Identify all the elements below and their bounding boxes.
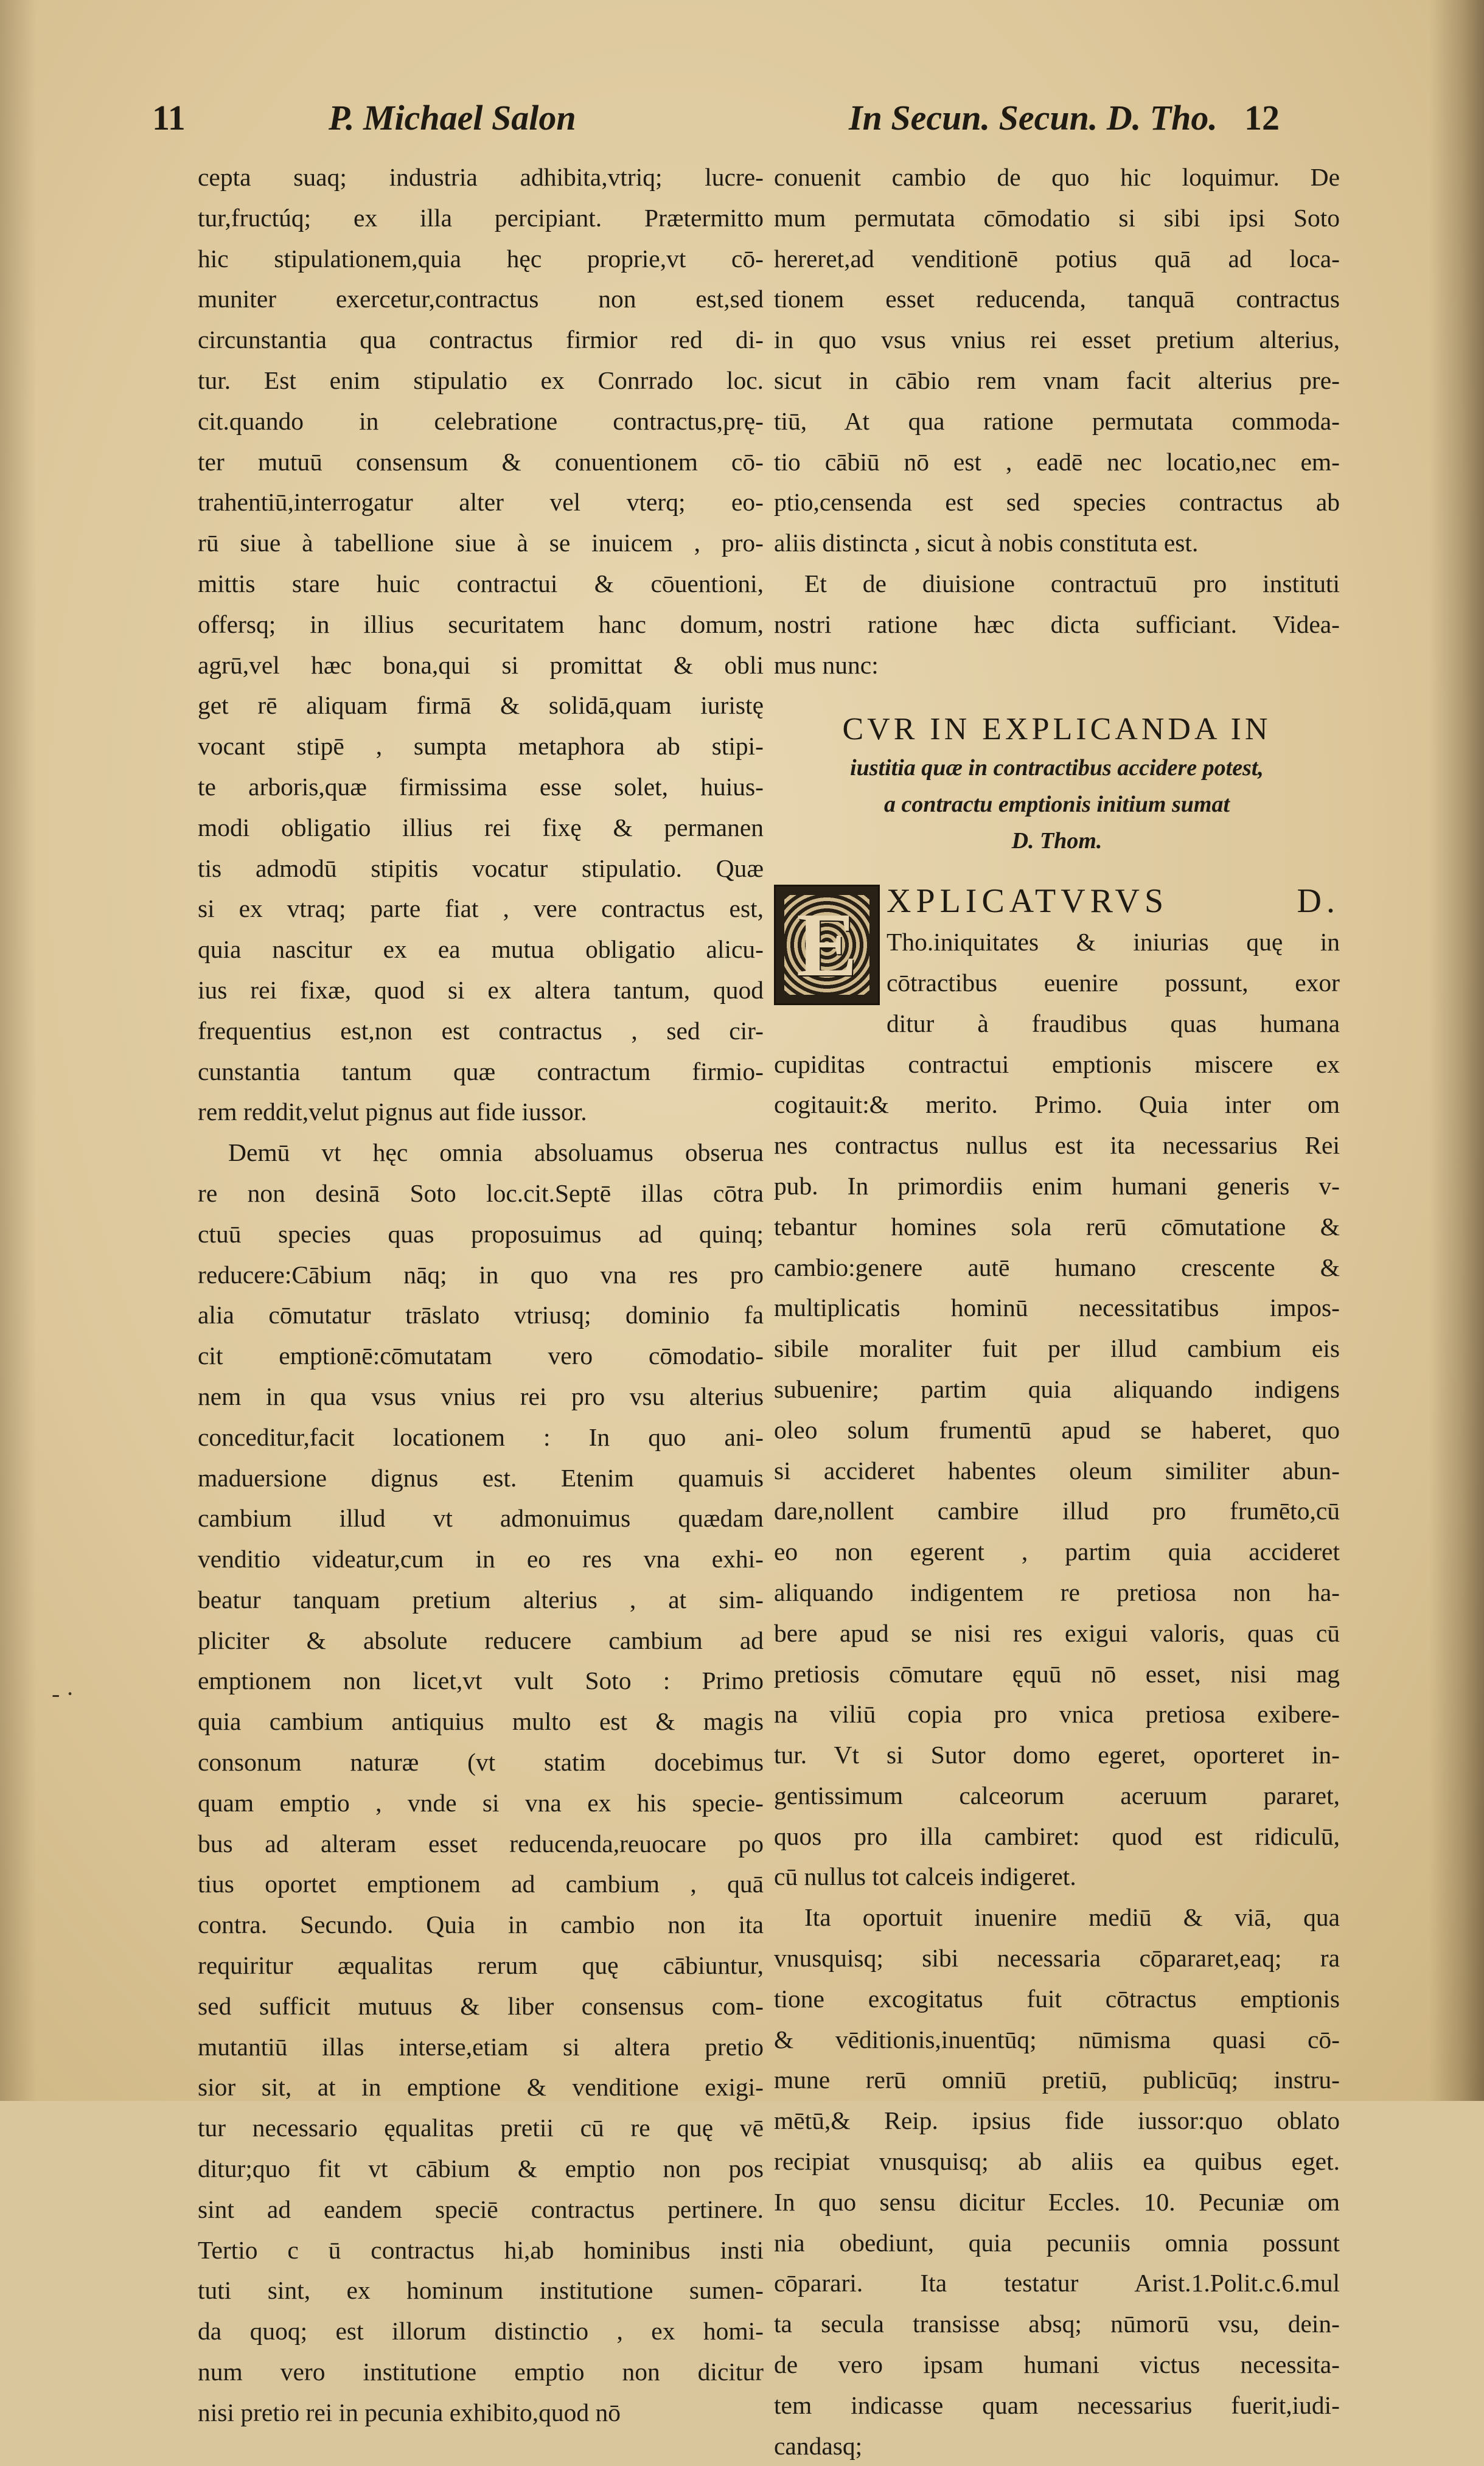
text-line: nem in qua vsus vnius rei pro vsu alterius	[198, 1382, 764, 1410]
text-line: candasq;	[774, 2431, 863, 2460]
text-line: maduersione dignus est. Etenim quamuis	[198, 1463, 764, 1492]
text-line: gentissimum calceorum aceruum pararet,	[774, 1781, 1340, 1809]
text-line: frequentius est,non est contractus , sed cir-	[198, 1016, 764, 1045]
text-line: quia cambium antiquius multo est & magis	[198, 1707, 764, 1736]
text-line: oleo solum frumentū apud se haberet, quo	[774, 1415, 1340, 1444]
left-running-title: P. Michael Salon	[329, 98, 576, 138]
text-line: tiū, At qua ratione permutata commoda-	[774, 406, 1340, 435]
opening-line: XPLICATVRVS D.	[887, 882, 1340, 921]
text-line: sint ad eandem speciē contractus pertinere.	[198, 2195, 764, 2223]
text-line: hereret,ad venditionē potius quā ad loca-	[774, 244, 1340, 273]
text-line: muniter exercetur,contractus non est,sed	[198, 285, 764, 313]
dropcap-line: ditur à fraudibus quas humana	[887, 1009, 1340, 1037]
text-line: tionem esset reducenda, tanquā contractus	[774, 285, 1340, 313]
text-line: in quo vsus vnius rei esset pretium alterius,	[774, 326, 1340, 354]
text-line: offersq; in illius securitatem hanc domum,	[198, 610, 764, 638]
text-line: subuenire; partim quia aliquando indigens	[774, 1374, 1340, 1403]
text-line: sibile moraliter fuit per illud cambium eis	[774, 1334, 1340, 1363]
text-line: Tertio c ū contractus hi,ab hominibus insti	[198, 2235, 764, 2264]
text-line: nostri ratione hæc dicta sufficiant. Videa-	[774, 610, 1340, 638]
section-subtitle-line: a contractu emptionis initium sumat	[883, 792, 1230, 818]
text-line: bere apud se nisi res exigui valoris, quas cū	[774, 1618, 1340, 1647]
text-line: cit.quando in celebratione contractus,prę-	[198, 406, 764, 435]
text-line: pretiosis cōmutare ęquū nō esset, nisi mag	[774, 1659, 1340, 1688]
section-subtitle-line: iustitia quæ in contractibus accidere potest,	[850, 755, 1264, 781]
right-running-title: In Secun. Secun. D. Tho.	[849, 98, 1218, 138]
text-line: rū siue à tabellione siue à se inuicem , pro-	[198, 529, 764, 557]
text-line: vnusquisq; sibi necessaria cōpararet,eaq; ra	[774, 1944, 1340, 1973]
text-line: nisi pretio rei in pecunia exhibito,quod nō	[198, 2398, 621, 2426]
text-line: tur,fructúq; ex illa percipiant. Prætermitto	[198, 203, 764, 232]
text-line: tius oportet emptionem ad cambium , quā	[198, 1870, 764, 1898]
text-line: tur necessario ęqualitas pretii cū re quę vē	[198, 2114, 764, 2142]
text-line: trahentiū,interrogatur alter vel vterq; eo-	[198, 488, 764, 517]
text-line: ptio,censenda est sed species contractus ab	[774, 488, 1340, 517]
page-gutter-shadow	[1429, 0, 1484, 2101]
text-line: nia obediunt, quia pecuniis omnia possunt	[774, 2228, 1340, 2257]
text-line: cupiditas contractui emptionis miscere ex	[774, 1050, 1340, 1078]
text-line: si ex vtraq; parte fiat , vere contractus est,	[198, 894, 764, 923]
section-subtitle-line: D. Thom.	[1011, 828, 1103, 854]
text-line: In quo sensu dicitur Eccles. 10. Pecuniæ om	[774, 2187, 1340, 2216]
text-line: mutantiū illas interse,etiam si altera pretio	[198, 2032, 764, 2061]
text-line: cunstantia tantum quæ contractum firmio-	[198, 1057, 764, 1085]
text-line: get rē aliquam firmā & solidā,quam iuristę	[198, 691, 764, 720]
text-line: cambium illud vt admonuimus quædam	[198, 1504, 764, 1533]
ornamental-initial-letter: E	[796, 894, 858, 996]
text-line: mum permutata cōmodatio si sibi ipsi Soto	[774, 203, 1340, 232]
text-line: vocant stipē , sumpta metaphora ab stipi-	[198, 732, 764, 761]
text-line: tur. Est enim stipulatio ex Conrrado loc.	[198, 366, 764, 394]
dropcap-line: cōtractibus euenire possunt, exor	[887, 968, 1340, 997]
text-line: num vero institutione emptio non dicitur	[198, 2358, 764, 2386]
text-line: tio cābiū nō est , eadē nec locatio,nec em-	[774, 447, 1340, 476]
left-page-number: 11	[152, 98, 186, 138]
text-line: tis admodū stipitis vocatur stipulatio. Quæ	[198, 854, 764, 882]
text-line: rem reddit,velut pignus aut fide iussor.	[198, 1098, 587, 1126]
right-column-body	[774, 1044, 1340, 2466]
text-line: ta secula transisse absq; nūmorū vsu, dein-	[774, 2310, 1340, 2338]
text-line: Ita oportuit inuenire mediū & viā, qua	[804, 1903, 1340, 1932]
text-line: Et de diuisione contractuū pro instituti	[804, 569, 1340, 597]
text-line: mus nunc:	[774, 650, 879, 679]
text-line: aliquando indigentem re pretiosa non ha-	[774, 1578, 1340, 1606]
section-heading: CVR IN EXPLICANDA IN	[842, 712, 1272, 747]
text-line: quia nascitur ex ea mutua obligatio alicu-	[198, 935, 764, 964]
text-line: Demū vt hęc omnia absoluamus obserua	[228, 1138, 764, 1167]
text-line: nes contractus nullus est ita necessarius Rei	[774, 1131, 1340, 1160]
text-line: alia cōmutatur trāslato vtriusq; dominio fa	[198, 1301, 764, 1329]
text-line: da quoq; est illorum distinctio , ex homi-	[198, 2317, 764, 2346]
text-line: tuti sint, ex hominum institutione sumen-	[198, 2276, 764, 2305]
text-line: cepta suaq; industria adhibita,vtriq; lucre-	[198, 163, 764, 191]
text-line: sior sit, at in emptione & venditione exigi-	[198, 2073, 764, 2102]
text-line: dare,nollent cambire illud pro frumēto,cū	[774, 1497, 1340, 1525]
text-line: tem indicasse quam necessarius fuerit,iudi-	[774, 2391, 1340, 2419]
text-line: modi obligatio illius rei fixę & permanen	[198, 813, 764, 841]
text-line: aliis distincta , sicut à nobis constituta est.	[774, 529, 1199, 557]
text-line: sicut in cābio rem vnam facit alterius pre-	[774, 366, 1340, 394]
page-edge-shadow-left	[0, 0, 37, 2101]
text-line: ctuū species quas proposuimus ad quinq;	[198, 1219, 764, 1248]
text-line: reducere:Cābium nāq; in quo vna res pro	[198, 1260, 764, 1289]
text-line: conuenit cambio de quo hic loquimur. De	[774, 163, 1340, 191]
text-line: te arboris,quæ firmissima esse solet, huius-	[198, 772, 764, 801]
right-page-number: 12	[1244, 98, 1280, 138]
text-line: eo non egerent , partim quia accideret	[774, 1538, 1340, 1566]
text-line: si accideret habentes oleum similiter abun-	[774, 1456, 1340, 1485]
text-line: cōparari. Ita testatur Arist.1.Polit.c.6.mul	[774, 2269, 1340, 2297]
text-line: emptionem non licet,vt vult Soto : Primo	[198, 1667, 764, 1695]
right-column-top-paragraphs	[774, 157, 1340, 685]
text-line: requiritur æqualitas rerum quę cābiuntur,	[198, 1951, 764, 1980]
text-line: conceditur,facit locationem : In quo ani-	[198, 1423, 764, 1451]
margin-mark: - ·	[52, 1680, 74, 1707]
dropcap-line: Tho.iniquitates & iniurias quę in	[887, 928, 1340, 956]
text-line: ius rei fixæ, quod si ex altera tantum, quod	[198, 975, 764, 1004]
text-line: cit emptionē:cōmutatam vero cōmodatio-	[198, 1342, 764, 1370]
text-line: quos pro illa cambiret: quod est ridiculū,	[774, 1822, 1340, 1850]
running-header	[0, 97, 1484, 146]
text-line: circunstantia qua contractus firmior red di-	[198, 326, 764, 354]
text-line: pub. In primordiis enim humani generis v-	[774, 1171, 1340, 1200]
text-line: beatur tanquam pretium alterius , at sim-	[198, 1585, 764, 1614]
text-line: contra. Secundo. Quia in cambio non ita	[198, 1910, 764, 1939]
right-text-column	[774, 157, 1340, 2466]
text-line: ter mutuū consensum & conuentionem cō-	[198, 447, 764, 476]
text-line: cambio:genere autē humano crescente &	[774, 1253, 1340, 1281]
text-line: sed sufficit mutuus & liber consensus com-	[198, 1991, 764, 2020]
text-line: mittis stare huic contractui & cōuentioni,	[198, 569, 764, 597]
left-text-column	[198, 157, 764, 2433]
section-subtitle	[774, 750, 1340, 859]
text-line: & vēditionis,inuentūq; nūmisma quasi cō-	[774, 2025, 1340, 2053]
chapter-opening	[774, 881, 1340, 1043]
text-line: multiplicatis hominū necessitatibus impos-	[774, 1294, 1340, 1322]
text-line: de vero ipsam humani victus necessita-	[774, 2350, 1340, 2379]
text-line: tebantur homines sola rerū cōmutatione &	[774, 1212, 1340, 1241]
text-line: na viliū copia pro vnica pretiosa exibere-	[774, 1700, 1340, 1729]
text-line: mētū,& Reip. ipsius fide iussor:quo oblato	[774, 2106, 1340, 2135]
text-line: tur. Vt si Sutor domo egeret, oporteret in-	[774, 1741, 1340, 1769]
text-line: cogitauit:& merito. Primo. Quia inter om	[774, 1090, 1340, 1119]
ornamental-initial	[774, 885, 880, 1005]
text-line: quam emptio , vnde si vna ex his specie-	[198, 1788, 764, 1817]
text-line: hic stipulationem,quia hęc proprie,vt cō-	[198, 244, 764, 273]
text-line: ditur;quo fit vt cābium & emptio non pos	[198, 2154, 764, 2183]
text-line: consonum naturæ (vt statim docebimus	[198, 1748, 764, 1777]
text-line: venditio videatur,cum in eo res vna exhi-	[198, 1545, 764, 1573]
text-line: recipiat vnusquisq; ab aliis ea quibus eget.	[774, 2147, 1340, 2176]
text-line: agrū,vel hæc bona,qui si promittat & obli	[198, 650, 764, 679]
text-line: pliciter & absolute reducere cambium ad	[198, 1626, 764, 1654]
text-line: bus ad alteram esset reducenda,reuocare po	[198, 1829, 764, 1858]
text-line: tione excogitatus fuit cōtractus emptionis	[774, 1984, 1340, 2013]
text-line: re non desinā Soto loc.cit.Septē illas cōtra	[198, 1179, 764, 1207]
text-line: mune rerū omniū pretiū, publicūq; instru-	[774, 2066, 1340, 2094]
text-line: cū nullus tot calceis indigeret.	[774, 1862, 1076, 1891]
